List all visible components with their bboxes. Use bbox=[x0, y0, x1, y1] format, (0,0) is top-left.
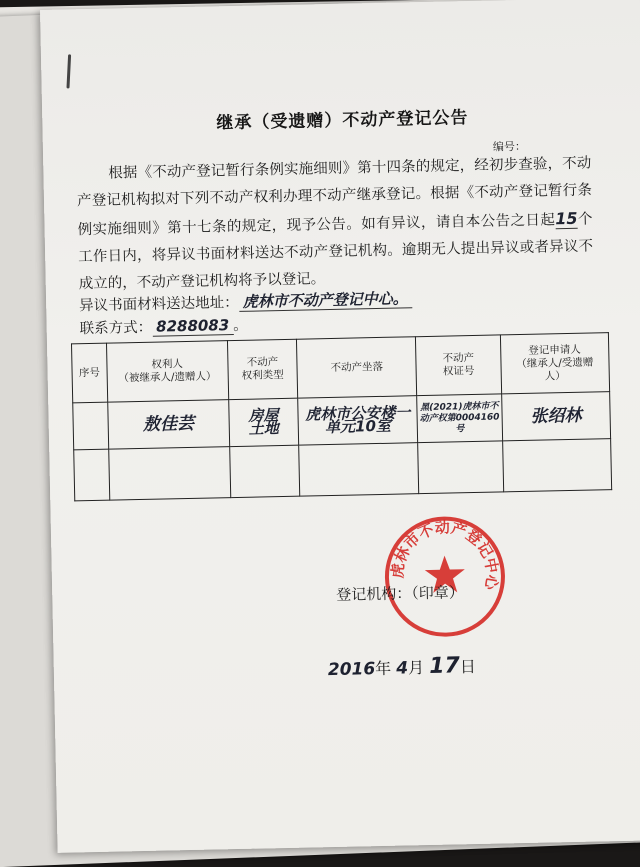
cell-empty bbox=[418, 441, 503, 494]
header-right-type: 不动产 权利类型 bbox=[227, 339, 298, 399]
notice-body bbox=[76, 150, 594, 298]
paragraph-text: 根据《不动产登记暂行条例实施细则》第十四条的规定，经初步查验，不动产登记机构拟对下列不动产权利办理不动产继承登记。根据《不动产登记暂行条例实施细则》第十七条的规定，现予公告。如有异议，请自本公告之日起 bbox=[76, 155, 593, 239]
header-applicant: 登记申请人 （继承人/受遗赠 人） bbox=[500, 333, 610, 394]
pen-mark bbox=[66, 54, 71, 88]
contact-label: 联系方式： bbox=[79, 319, 153, 338]
paragraph-text-rest: 个工作日内，将异议书面材料送达不动产登记机构。逾期无人提出异议或者异议不成立的，不动产登记机构将予以登记。 bbox=[78, 211, 594, 293]
header-owner: 权利人 （被继承人/遗赠人） bbox=[106, 341, 228, 403]
cell-location: 虎林市公安楼一单元10室 bbox=[298, 396, 418, 445]
date-day-suffix: 日 bbox=[459, 657, 477, 677]
cell-right-type: 房屋 土地 bbox=[229, 398, 299, 446]
contact-suffix: 。 bbox=[233, 317, 248, 335]
seal-text: 虎林市不动产登记中心 bbox=[388, 518, 502, 592]
header-certificate: 不动产 权证号 bbox=[416, 335, 502, 396]
table-row bbox=[74, 439, 612, 501]
contact-value: 8288083 bbox=[152, 316, 233, 337]
notice-paragraph bbox=[76, 150, 594, 298]
date-month: 4 bbox=[396, 658, 409, 679]
date-line bbox=[328, 653, 477, 681]
cell-empty bbox=[299, 443, 419, 496]
address-label: 异议书面材料送达地址： bbox=[79, 294, 239, 315]
days-handwritten: 15 bbox=[555, 208, 578, 229]
cell-owner: 敖佳芸 bbox=[107, 400, 229, 450]
serial-label: 编号： bbox=[492, 139, 527, 154]
header-index: 序号 bbox=[71, 343, 107, 403]
cell-applicant: 张绍林 bbox=[501, 392, 610, 441]
date-year-suffix: 年 bbox=[374, 658, 392, 679]
date-year: 2016 bbox=[327, 659, 376, 681]
date-day: 17 bbox=[428, 653, 461, 679]
property-table bbox=[71, 332, 612, 501]
registrar-label: 登记机构：（印章） bbox=[336, 583, 464, 604]
cell-empty bbox=[230, 445, 300, 497]
cell-empty bbox=[74, 449, 110, 501]
cell-empty bbox=[108, 447, 230, 501]
cell-index bbox=[73, 402, 109, 450]
contact-line bbox=[79, 314, 247, 339]
header-location: 不动产坐落 bbox=[297, 337, 417, 398]
official-seal bbox=[381, 512, 510, 641]
notice-title: 继承（受遗赠）不动产登记公告 bbox=[216, 108, 469, 134]
notice-page bbox=[40, 0, 640, 853]
address-value: 虎林市不动产登记中心。 bbox=[238, 289, 411, 312]
date-month-suffix: 月 bbox=[407, 658, 425, 678]
cell-empty bbox=[502, 439, 611, 492]
cell-certificate: 黑(2021)虎林市不动产权第0004160号 bbox=[417, 394, 502, 443]
